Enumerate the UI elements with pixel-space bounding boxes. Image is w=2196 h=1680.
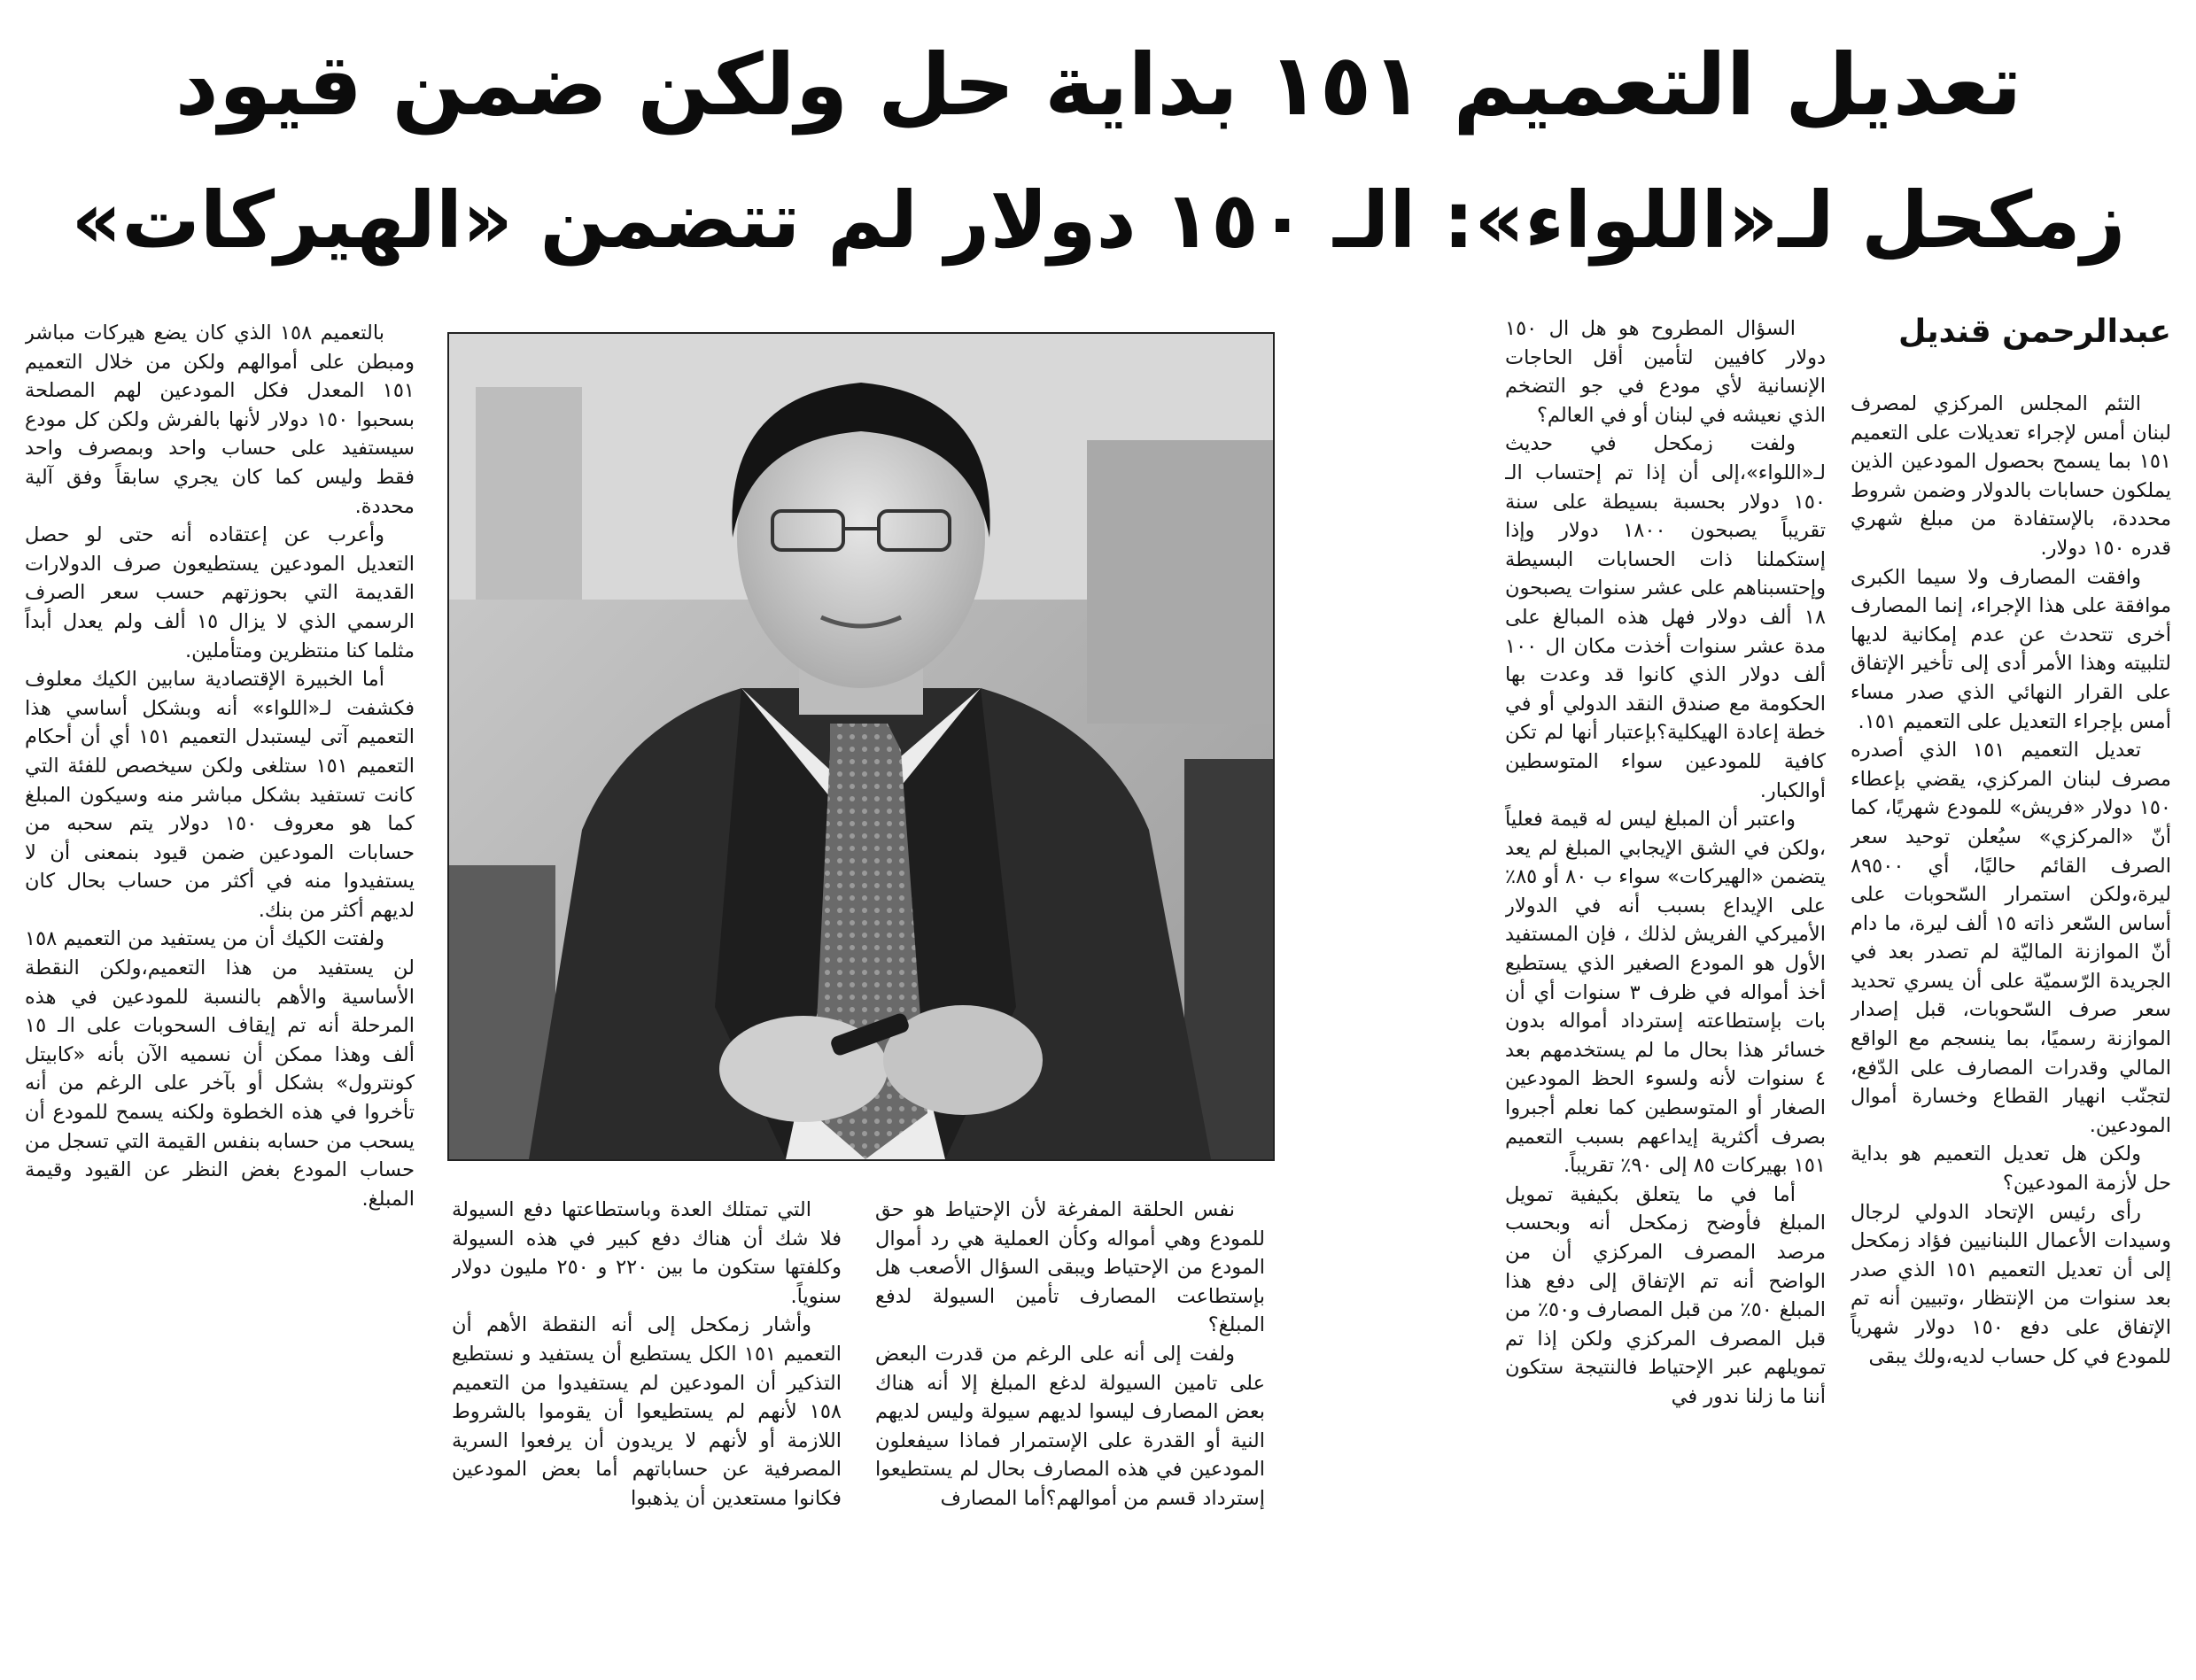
paragraph: السؤال المطروح هو هل ال ١٥٠ دولار كافيين لتأمين أقل الحاجات الإنسانية لأي مودع في جو التضخم الذي نعيشه في لبنان أو في العالم؟ [1505,317,1826,427]
paragraph: التئم المجلس المركزي لمصرف لبنان أمس لإجراء تعديلات على التعميم ١٥١ بما يسمح بحصول المودعين الذين يملكون حسابات بالدولار وضمن شروط محددة، بالإستفادة من مبلغ شهري قدره ١٥٠ دولار. [1851,392,2171,560]
paragraph: بالتعميم ١٥٨ الذي كان يضع هيركات مباشر ومبطن على أموالهم ولكن من خلال التعميم ١٥١ المعدل فكل المودعين لهم المصلحة بسحبوا ١٥٠ دولار لأنها بالفرش ولكن كل مودع سيستفيد على حساب واحد وبمصرف واحد فقط وليس كما كان يجري سابقاً وفق آلية محددة. [25,321,415,518]
paragraph: أما في ما يتعلق بكيفية تمويل المبلغ فأوضح زمكحل أنه وبحسب مرصد المصرف المركزي أن من الواضح أنه تم الإتفاق إلى دفع هذا المبلغ ٥٠٪ من قبل المصارف و٥٠٪ من قبل المصرف المركزي ولكن إذا تم تمويلهم عبر الإحتياط فالنتيجة ستكون أننا ما زلنا ندور في [1505,1182,1826,1408]
article-column-3 [875,1196,1265,1674]
article-column-2 [1505,314,1826,1674]
paragraph: أما الخبيرة الإقتصادية سابين الكيك معلوف فكشفت لـ«اللواء» أنه وبشكل أساسي هذا التعميم آتى ليستبدل التعميم ١٥١ أي أن أحكام التعميم ١٥١ ستلغى ولكن سيخصص للفئة التي كانت تستفيد بشكل مباشر منه وسيكون المبلغ كما هو معروف ١٥٠ دولار يتم سحبه من حسابات المودعين ضمن قيود بنمعنى أن لا يستفيدوا منه في أكثر من حساب بحال كان لديهم أكثر من بنك. [25,668,415,922]
paragraph: نفس الحلقة المفرغة لأن الإحتياط هو حق للمودع وهي أمواله وكأن العملية هي رد أموال المودع من الإحتياط ويبقى السؤال الأصعب هل بإستطاعت المصارف تأمين السيولة لدفع المبلغ؟ [875,1198,1265,1337]
paragraph: واعتبر أن المبلغ ليس له قيمة فعلياً ،ولكن في الشق الإيجابي المبلغ لم يعد يتضمن «الهيركات» سواء ب ٨٠ أو ٨٥٪ على الإيداع بسبب أنه في الدولار الأميركي الفريش لذلك ، فإن المستفيد الأول هو المودع الصغير الذي يستطيع أخذ أمواله في ظرف ٣ سنوات أي أن بات بإستطاعته إسترداد أمواله بدون خسائر هذا بحال ما لم يستخدمهم بعد ٤ سنوات لأنه ولسوء الحظ المودعين الصغار أو المتوسطين كما نعلم أجبروا بصرف أكثرية إيداعهم بسبب التعميم ١٥١ بهيركات ٨٥ إلى ٩٠٪ تقريباً. [1505,808,1826,1178]
article-column-4 [452,1196,842,1674]
article-column-5 [25,319,415,1674]
man-in-suit-image [449,334,1273,1159]
paragraph: ولفت إلى أنه على الرغم من قدرت البعض على تامين السيولة لدغع المبلغ إلا أنه هناك بعض المصارف ليسوا لديهم سيولة وليس لديهم النية أو القدرة على الإستمرار فماذا سيفعلون المودعين في هذه المصارف بحال لم يستطيعوا إسترداد قسم من أموالهم؟أما المصارف [875,1342,1265,1510]
paragraph: ولفت زمكحل في حديث لـ«اللواء»،إلى أن إذا تم إحتساب الـ ١٥٠ دولار بحسبة بسيطة على سنة تقريباً يصبحون ١٨٠٠ دولار وإذا إستكملنا ذات الحسابات البسيطة وإحتسبناهم على عشر سنوات يصبحون ١٨ ألف دولار فهل هذه المبالغ على مدة عشر سنوات أخذت مكان ال ١٠٠ ألف دولار الذي كانوا قد وعدت بها الحكومة مع صندق النقد الدولي أو في خطة إعادة الهيكلية؟بإعتبار أنها لم تكن كافية للمودعين سواء المتوسطين أوالكبار. [1505,432,1826,802]
paragraph: وأعرب عن إعتقاده أنه حتى لو حصل التعديل المودعين يستطيعون صرف الدولارات القديمة التي بحوزتهم حسب سعر الصرف الرسمي الذي لا يزال ١٥ ألف ولم يعدل أبداً مثلما كنا منتظرين ومتأملين. [25,523,415,662]
paragraph: وأشار زمكحل إلى أنه النقطة الأهم أن التعميم ١٥١ الكل يستطيع أن يستفيد و نستطيع التذكير أن المودعين لم يستفيدوا من التعميم ١٥٨ لأنهم لم يستطيعوا أن يقوموا بالشروط اللازمة أو لأنهم لا يريدون أن يرفعوا السرية المصرفية عن حساباتهم أما بعض المودعين فكانوا مستعدين أن يذهبوا [452,1313,842,1510]
paragraph: ولكن هل تعديل التعميم هو بداية حل لأزمة المودعين؟ [1851,1142,2171,1196]
paragraph: التي تمتلك العدة وباستطاعتها دفع السيولة فلا شك أن هناك دفع كبير في هذه السيولة وكلفتها ستكون ما بين ٢٢٠ و ٢٥٠ مليون دولار سنوياً. [452,1198,842,1308]
paragraph: تعديل التعميم ١٥١ الذي أصدره مصرف لبنان المركزي، يقضي بإعطاء ١٥٠ دولار «فريش» للمودع شهريًا، كما أنّ «المركزي» سيُعلن توحيد سعر الصرف القائم حاليًا، أي ٨٩٥٠٠ ليرة،ولكن استمرار السّحوبات على أساس السّعر ذاته ١٥ ألف ليرة، ما دام أنّ الموازنة الماليّة لم تصدر بعد في الجريدة الرّسميّة على أن يسري تحديد سعر صرف السّحوبات، قبل إصدار الموازنة رسميًا، بما ينسجم مع الواقع المالي وقدرات المصارف على الدّفع، لتجنّب انهيار القطاع وخسارة أموال المودعين. [1851,739,2171,1137]
article-column-1 [1851,310,2171,1674]
author-byline: عبدالرحمن قنديل [1897,314,2171,350]
portrait-photo [447,332,1275,1161]
headline-line-2: زمكحل لـ«اللواء»: الـ ١٥٠ دولار لم تتضمن «الهيركات» [71,174,2126,266]
paragraph: وافقت المصارف ولا سيما الكبرى موافقة على هذا الإجراء، إنما المصارف أخرى تتحدث عن عدم إمكانية لديها لتلبيته وهذا الأمر أدى إلى تأخير الإتفاق على القرار النهائي الذي صدر مساء أمس بإجراء التعديل على التعميم ١٥١. [1851,565,2171,733]
headline-line-1: تعديل التعميم ١٥١ بداية حل ولكن ضمن قيود [175,35,2022,135]
paragraph: ولفتت الكيك أن من يستفيد من التعميم ١٥٨ لن يستفيد من هذا التعميم،ولكن النقطة الأساسية والأهم بالنسبة للمودعين في هذه المرحلة أنه تم إيقاف السحوبات على الـ ١٥ ألف وهذا ممكن أن نسميه الآن بأنه «كابيتل كونترول» بشكل أو بآخر على الرغم من أنه تأخروا في هذه الخطوة ولكنه يسمح للمودع أن يسحب من حسابه بنفس القيمة التي تسجل من حساب المودع بغض النظر عن القيود وقيمة المبلغ. [25,927,415,1211]
paragraph: رأى رئيس الإتحاد الدولي لرجال وسيدات الأعمال اللبنانيين فؤاد زمكحل إلى أن تعديل التعميم ١٥١ الذي صدر بعد سنوات من الإنتظار ،وتبيين أنه تم الإتفاق على دفع ١٥٠ دولار شهرياً للمودع في كل حساب لديه،ولك يبقى [1851,1200,2171,1368]
